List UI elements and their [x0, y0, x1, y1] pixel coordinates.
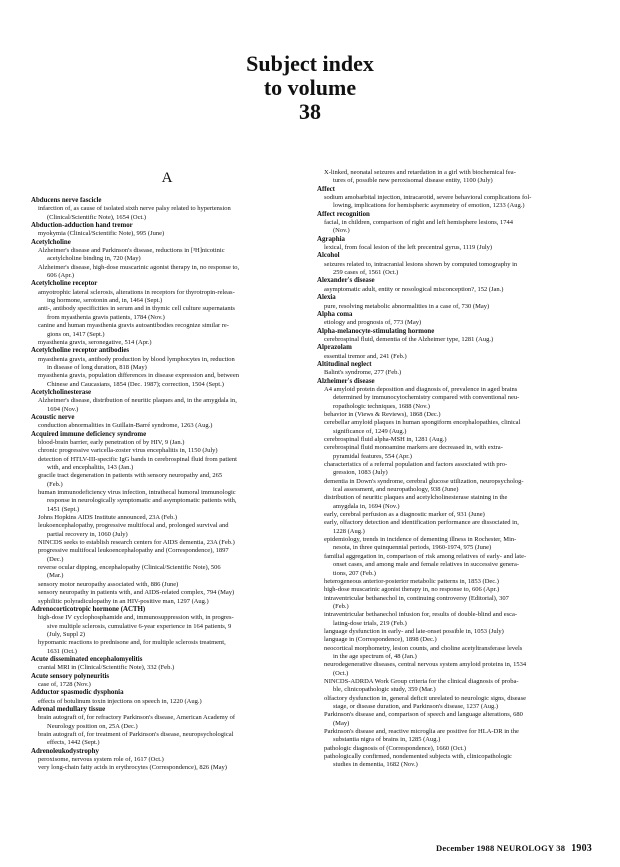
index-entry-continuation: onset cases, and among male and female relatives in successive genera-: [333, 561, 520, 569]
index-entry: high-dose IV cyclophosphamide and, immunosuppression with, in progres-: [38, 614, 234, 622]
index-entry: characteristics of a referral population and factors associated with pro-: [324, 461, 508, 469]
index-entry: pathologic diagnosis of (Correspondence), 1660 (Oct.): [324, 744, 467, 752]
index-entry: familial aggregation in, comparison of risk among relatives of early- and late-: [324, 552, 527, 560]
index-entry-continuation: effects, 1442 (Sept.): [47, 739, 100, 747]
index-entry: canine and human myasthenia gravis autoantibodies recognize similar re-: [38, 322, 229, 330]
index-entry: Alzheimer's disease, high-dose muscarinic agonist therapy in, no response to,: [38, 263, 240, 271]
index-term: Alzheimer's disease: [317, 377, 375, 385]
right-column: [317, 169, 593, 770]
index-entry: conduction abnormalities in Guillain-Barré syndrome, 1263 (Aug.): [38, 422, 213, 430]
index-entry: human immunodeficiency virus infection, intrathecal humoral immunologic: [38, 489, 236, 497]
index-entry-continuation: acetylcholine binding in, 720 (May): [47, 255, 141, 263]
index-term: Adrenoleukodystrophy: [31, 747, 99, 755]
index-entry-continuation: ical assessment, and neuropathology, 938 (June): [333, 486, 459, 494]
index-entry: sodium amobarbital injection, intracarotid, severe behavioral complications fol-: [324, 194, 532, 202]
index-entry: X-linked, neonatal seizures and retardation in a girl with biochemical fea-: [324, 169, 516, 176]
index-entry-continuation: 1451 (Sept.): [47, 505, 80, 513]
index-entry: blood-brain barrier, early penetration of by HIV, 9 (Jan.): [38, 438, 185, 446]
index-entry-continuation: tures of, possible new peroxisomal disease entity, 1100 (July): [333, 177, 493, 185]
section-letter: A: [161, 170, 173, 186]
index-entry-continuation: 259 cases of, 1561 (Oct.): [333, 269, 399, 277]
index-entry: hypomanic reactions to prednisone and, for multiple sclerosis treatment,: [38, 639, 226, 647]
index-entry: progressive multifocal leukoencephalopathy and (Correspondence), 1897: [38, 547, 229, 555]
index-entry-continuation: 1631 (Oct.): [47, 647, 77, 655]
index-entry: NINCDS seeks to establish research centers for AIDS dementia, 23A (Feb.): [38, 539, 235, 547]
index-entry: Alzheimer's disease, distribution of neuritic plaques and, in the amygdala in,: [38, 397, 237, 405]
page-footer: [436, 843, 592, 854]
index-entry: dementia in Down's syndrome, cerebral glucose utilization, neuropsycholog-: [324, 477, 524, 485]
left-column: [31, 169, 303, 773]
index-entry-continuation: (Oct.): [333, 669, 349, 677]
index-entry-continuation: (Nov.): [333, 227, 350, 235]
index-entry: cerebellar amyloid plaques in human spongiform encephalopathies, clinical: [324, 419, 521, 427]
index-term: Abduction-adduction hand tremor: [31, 222, 133, 230]
index-term: Alpha-melanocyte-stimulating hormone: [317, 327, 435, 335]
index-entry: olfactory dysfunction in, general deficit unrelated to neurologic signs, disease: [324, 694, 526, 702]
index-entry: A4 amyloid protein deposition and diagnosis of, prevalence in aged brains: [324, 385, 518, 393]
index-entry-continuation: gression, 1083 (July): [333, 469, 388, 477]
index-entry: very long-chain fatty acids in erythrocytes (Correspondence), 826 (May): [38, 764, 227, 772]
index-term: Acute disseminated encephalomyelitis: [31, 655, 143, 663]
index-entry: infarction of, as cause of isolated sixth nerve palsy related to hypertension: [38, 205, 231, 213]
index-entry: Parkinson's disease and, reactive microglia are positive for HLA-DR in the: [324, 728, 519, 736]
index-entry: facial, in children, comparison of right and left hemisphere lesions, 1744: [324, 219, 513, 227]
index-entry: neocortical morphometry, lesion counts, and choline acetyltransferase levels: [324, 644, 523, 652]
index-entry: pure, resolving metabolic abnormalities in a case of, 730 (May): [324, 302, 490, 310]
index-term: Acetylcholinesterase: [31, 388, 92, 396]
index-entry-continuation: with, and encephalitis, 143 (Jan.): [47, 464, 134, 471]
index-entry-continuation: 606 (Apr.): [47, 272, 75, 280]
index-term: Acetylcholine receptor: [31, 280, 98, 288]
index-entry-continuation: amygdala in, 1694 (Nov.): [333, 502, 400, 510]
index-entry: amyotrophic lateral sclerosis, alterations in receptors for thyrotropin-releas-: [38, 288, 235, 296]
index-entry: leukoencephalopathy, progressive multifocal and, prolonged survival and: [38, 522, 229, 530]
index-entry: myasthenia gravis, antibody production by blood lymphocytes in, reduction: [38, 355, 235, 363]
index-entry: early, cerebral perfusion as a diagnostic marker of, 931 (June): [324, 511, 485, 519]
index-entry: myasthenia gravis, population differences in disease expression and, between: [38, 372, 239, 380]
index-entry: cerebrospinal fluid monoamine markers are decreased in, with extra-: [324, 444, 503, 452]
index-term: Acetylcholine receptor antibodies: [31, 347, 130, 355]
index-entry: intraventricular bethanechol infusion for, results of double-blind and esca-: [324, 611, 518, 619]
index-term: Affect recognition: [317, 210, 370, 218]
index-entry: gracile tract degeneration in patients with sensory neuropathy and, 265: [38, 472, 223, 480]
index-entry: Balint's syndrome, 277 (Feb.): [324, 369, 402, 377]
index-entry: reverse ocular dipping, encephalopathy (Clinical/Scientific Note), 506: [38, 564, 221, 572]
footer-page-number: 1903: [571, 843, 592, 854]
index-entry-continuation: lating-dose trials, 219 (Feb.): [333, 619, 407, 627]
index-entry: etiology and prognosis of, 773 (May): [324, 319, 422, 327]
index-entry: neurodegenerative diseases, central nervous system amyloid proteins in, 1534: [324, 661, 527, 669]
index-entry: distribution of neuritic plaques and acetylcholinesterase staining in the: [324, 494, 508, 502]
index-entry-continuation: pyramidal features, 554 (Apr.): [333, 452, 412, 460]
left-index-entries: [31, 197, 303, 773]
page-title-line-3: 38: [299, 99, 321, 124]
index-term: Acetylcholine: [31, 238, 71, 246]
index-entry: anti-, antibody specificities in serum and in thymic cell culture supernatants: [38, 305, 235, 313]
index-entry-continuation: lowing, implications for hemispheric asymmetry of emotion, 1233 (Aug.): [333, 202, 525, 210]
index-entry-continuation: studies in dementia, 1682 (Nov.): [333, 761, 418, 769]
index-entry: syphilitic polyradiculopathy in an HIV-positive man, 1297 (Aug.): [38, 597, 209, 605]
index-term: Abducens nerve fascicle: [31, 197, 102, 204]
index-entry: heterogeneous anterior-posterior metabolic patterns in, 1853 (Dec.): [324, 577, 499, 585]
index-entry: cranial MRI in (Clinical/Scientific Note), 332 (Feb.): [38, 664, 175, 672]
index-term: Alpha coma: [317, 310, 353, 318]
index-entry-continuation: Neurology position on, 25A (Dec.): [47, 722, 138, 730]
index-entry-continuation: (Feb.): [47, 480, 63, 488]
index-term: Alexia: [317, 294, 336, 302]
index-entry: sensory neuropathy in patients with, and AIDS-related complex, 794 (May): [38, 589, 235, 597]
index-entry-continuation: stage, or disease duration, and Parkinson's disease, 1237 (Aug.): [333, 703, 499, 710]
index-entry: detection of HTLV-III-specific IgG bands in cerebrospinal fluid from patient: [38, 455, 237, 463]
index-entry: high-dose muscarinic agonist therapy in, no response to, 606 (Apr.): [324, 586, 500, 594]
index-entry-continuation: in disease of long duration, 818 (May): [47, 363, 147, 371]
index-term: Adrenocorticotropic hormone (ACTH): [31, 605, 146, 613]
index-entry-continuation: (Feb.): [333, 602, 349, 610]
index-entry: language dysfunction in early- and late-onset possible in, 1053 (July): [324, 627, 504, 635]
index-entry-continuation: significance of, 1249 (Aug.): [333, 427, 407, 435]
index-entry: brain autograft of, for treatment of Parkinson's disease, neuropsychological: [38, 731, 234, 738]
index-entry-continuation: Chinese and Caucasians, 1854 (Dec. 1987); correction, 1504 (Sept.): [47, 380, 224, 388]
index-entry: seizures related to, intracranial lesions shown by computed tomography in: [324, 260, 518, 268]
page-title-line-1: Subject index: [246, 51, 374, 76]
index-entry-continuation: (Clinical/Scientific Note), 1654 (Oct.): [47, 213, 147, 221]
index-entry-continuation: sive multiple sclerosis, cumulative 6-year experience in 164 patients, 9: [47, 622, 232, 630]
index-entry-continuation: (July, Suppl 2): [47, 630, 86, 638]
index-entry-continuation: (Mar.): [47, 572, 64, 580]
index-entry: epidemiology, trends in incidence of dementing illness in Rochester, Min-: [324, 536, 517, 544]
index-entry-continuation: ing hormone, serotonin and, in, 1464 (Sept.): [47, 297, 163, 305]
index-entry: early, olfactory detection and identification performance are dissociated in,: [324, 519, 519, 527]
index-entry: myasthenia gravis, seronegative, 514 (Apr.): [38, 338, 152, 346]
index-entry-continuation: substantia nigra of brains in, 1285 (Aug.): [333, 736, 441, 744]
right-index-entries: [317, 186, 593, 770]
index-entry: Johns Hopkins AIDS Institute announced, 23A (Feb.): [38, 514, 178, 522]
index-entry: NINCDS-ADRDA Work Group criteria for the clinical diagnosis of proba-: [324, 677, 519, 685]
index-term: Alexander's disease: [317, 277, 375, 285]
page-title-line-2: to volume: [263, 75, 357, 100]
index-entry-continuation: from myasthenia gravis patients, 1784 (Nov.): [47, 313, 165, 321]
index-entry: cerebrospinal fluid, dementia of the Alzheimer type, 1281 (Aug.): [324, 335, 494, 343]
footer-issue: December 1988 NEUROLOGY 38: [436, 843, 566, 853]
index-term: Altitudinal neglect: [317, 360, 372, 368]
index-entry: myokymia (Clinical/Scientific Note), 995 (June): [38, 230, 165, 238]
index-entry: lexical, from focal lesion of the left precentral gyrus, 1119 (July): [324, 244, 493, 252]
index-term: Acute sensory polyneuritis: [31, 672, 110, 680]
index-entry-continuation: nesota, in three quinquennial periods, 1960-1974, 975 (June): [333, 544, 492, 552]
index-entry: sensory motor neuropathy associated with, 886 (June): [38, 580, 179, 588]
continued-entries: [317, 169, 593, 186]
index-term: Adrenal medullary tissue: [31, 705, 106, 713]
index-entry: intraventricular bethanechol in, continuing controversy (Editorial), 307: [324, 594, 509, 602]
index-entry: language in (Correspondence), 1898 (Dec.): [324, 636, 437, 644]
index-term: Acquired immune deficiency syndrome: [31, 430, 147, 438]
index-entry: behavior in (Views & Reviews), 1868 (Dec.): [324, 410, 441, 418]
index-term: Affect: [317, 185, 335, 193]
index-entry: essential tremor and, 241 (Feb.): [324, 352, 407, 360]
page-title: [0, 52, 620, 124]
index-entry-continuation: 1694 (Nov.): [47, 405, 79, 413]
index-entry: Parkinson's disease and, comparison of speech and language alterations, 680: [324, 711, 523, 719]
index-entry-continuation: 1228 (Aug.): [333, 527, 365, 535]
index-entry: peroxisome, nervous system role of, 1617 (Oct.): [38, 756, 164, 764]
index-entry-continuation: in the age spectrum of, 48 (Jan.): [333, 652, 417, 660]
index-entry: Alzheimer's disease and Parkinson's disease, reductions in [³H]nicotinic: [38, 247, 225, 255]
index-entry: cerebrospinal fluid alpha-MSH in, 1281 (Aug.): [324, 436, 447, 443]
index-term: Acoustic nerve: [31, 413, 75, 421]
index-term: Agraphia: [317, 235, 345, 243]
index-entry-continuation: determined by immunocytochemistry compared with conventional neu-: [333, 394, 520, 402]
index-entry: asymptomatic adult, entity or nosological misconception?, 152 (Jan.): [324, 285, 504, 293]
index-entry-continuation: partial recovery in, 1060 (July): [47, 530, 128, 538]
index-term: Adductor spasmodic dysphonia: [31, 689, 124, 697]
index-entry: chronic progressive varicella-zoster virus encephalitis in, 1150 (July): [38, 447, 218, 455]
index-entry-continuation: response in neurologically symptomatic and asymptomatic patients with,: [47, 497, 237, 505]
index-entry-continuation: tions, 207 (Feb.): [333, 569, 376, 577]
index-entry: effects of botulinum toxin injections on speech in, 1220 (Aug.): [38, 697, 202, 705]
index-entry-continuation: gions on, 1417 (Sept.): [47, 330, 105, 338]
index-entry-continuation: ble, clinicopathologic study, 359 (Mar.): [333, 686, 436, 694]
index-term: Alprazolam: [317, 344, 352, 352]
index-entry: case of, 1728 (Nov.): [38, 680, 91, 688]
index-entry-continuation: (Dec.): [47, 555, 64, 563]
index-entry-continuation: (May): [333, 719, 350, 727]
index-entry-continuation: ropathologic techniques, 1688 (Nov.): [333, 402, 430, 410]
index-entry: pathologically confirmed, nondemented subjects with, clinicopathologic: [324, 753, 512, 761]
index-term: Alcohol: [317, 252, 340, 260]
index-entry: brain autograft of, for refractory Parkinson's disease, American Academy of: [38, 714, 236, 722]
